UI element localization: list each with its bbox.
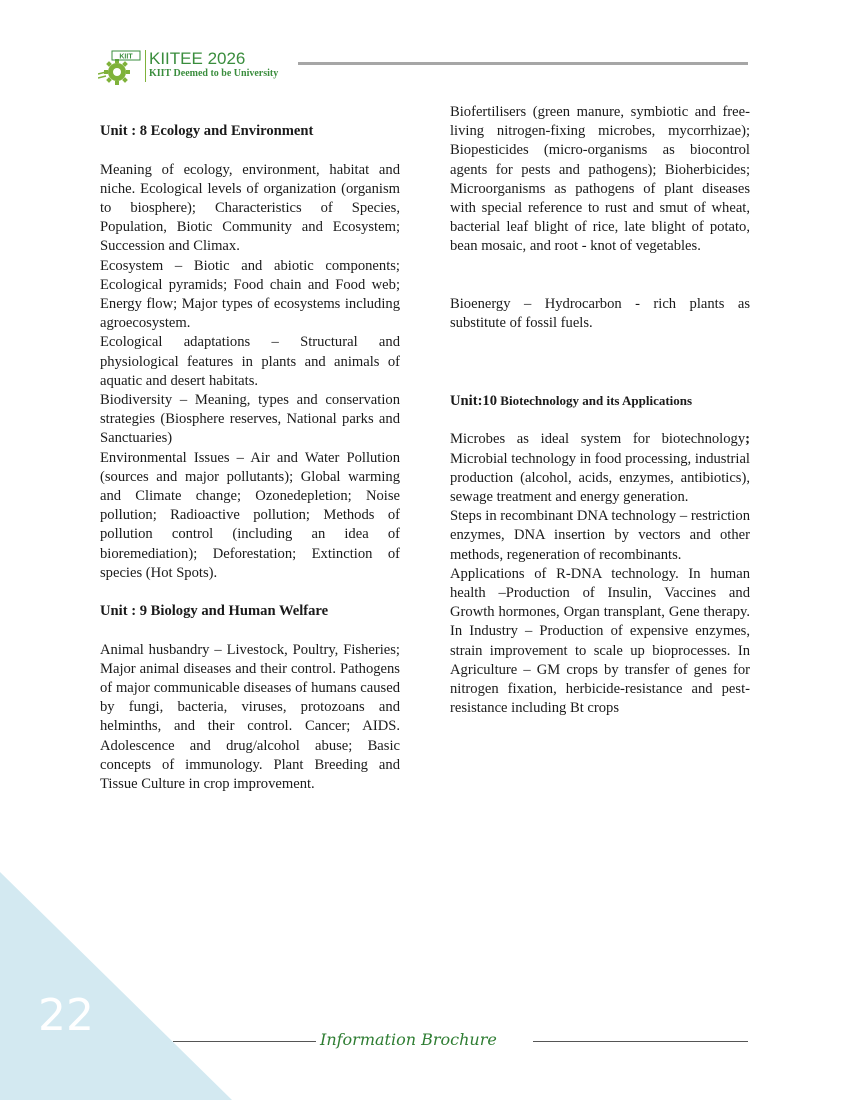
unit10-paragraph: Applications of R-DNA technology. In human health –Production of Insulin, Vaccines and Growth hormones, Organ transplant, Gene therapy. In Industry – Production of expensive enzymes, strain improvement to scale up bioprocesses. In Agriculture – GM crops by transfer of genes for nitrogen fixation, herbicide-resistance and pest-resistance including Bt crops (450, 565, 750, 717)
page-number: 22 (38, 990, 94, 1041)
unit10-intro-tail: Microbial technology in food processing, industrial production (alcohol, acids, enzymes, antibiotics), sewage treatment and energy generation. (450, 450, 750, 505)
unit8-paragraph: Ecological adaptations – Structural and physiological features in plants and animals of aquatic and desert habitats. (100, 334, 400, 389)
unit8-paragraph: Ecosystem – Biotic and abiotic components; Ecological pyramids; Food chain and Food web; Energy flow; Major types of ecosystems including agroecosystem. (100, 257, 400, 332)
footer-brochure-label: Information Brochure (320, 1030, 497, 1049)
brand-subtitle: KIIT Deemed to be University (149, 68, 279, 79)
biofertilisers-paragraph: Biofertilisers (green manure, symbiotic and free-living nitrogen-fixing microbes, mycorrhizae); Biopesticides (micro-organisms as biocontrol agents for pests and pathogens); Bioherbicides; Microorganisms as pathogens of plant diseases with special reference to rust and smut of wheat, bacterial leaf blight of rice, late blight of potato, bean mosaic, and root - knot of vegetables. (450, 104, 750, 255)
unit8-heading: Unit : 8 Ecology and Environment (100, 123, 314, 140)
bioenergy-paragraph: Bioenergy – Hydrocarbon - rich plants as substitute of fossil fuels. (450, 296, 750, 332)
footer-rule-left (173, 1041, 316, 1042)
footer-rule-right (533, 1041, 748, 1042)
unit10-intro-semicolon: ; (745, 431, 750, 448)
unit10-paragraph: Steps in recombinant DNA technology – restriction enzymes, DNA insertion by vectors and other methods, regeneration of recombinants. (450, 508, 750, 563)
unit10-intro-lead: Microbes as ideal system for biotechnology (450, 431, 746, 448)
unit9-paragraph: Animal husbandry – Livestock, Poultry, Fisheries; Major animal diseases and their control. Pathogens of major communicable diseases of humans caused by fungi, bacteria, viruses, protozoans and helminths, and their control. Cancer; AIDS. Adolescence and drug/alcohol abuse; Basic concepts of immunology. Plant Breeding and Tissue Culture in crop improvement. (100, 641, 400, 793)
unit8-paragraph: Meaning of ecology, environment, habitat and niche. Ecological levels of organization (organism to biosphere); Characteristics of Species, Population, Biotic Community and Ecosystem; Succession and Climax. (100, 161, 400, 255)
unit8-paragraph: Environmental Issues – Air and Water Pollution (sources and major pollutants); Global warming and Climate change; Ozonedepletion; Noise pollution; Radioactive pollution; Methods of pollution control (including an idea of bioremediation); Deforestation; Extinction of species (Hot Spots). (100, 449, 400, 581)
unit10-heading-title: Biotechnology and its Applications (497, 392, 693, 408)
brand-title: KIITEE 2026 (149, 49, 246, 68)
unit8-paragraph: Biodiversity – Meaning, types and conservation strategies (Biosphere reserves, National parks and Sanctuaries) (100, 392, 400, 447)
unit10-heading-prefix: Unit:10 (450, 392, 498, 409)
svg-text:KIIT: KIIT (119, 53, 133, 61)
unit9-heading: Unit : 9 Biology and Human Welfare (100, 603, 329, 620)
